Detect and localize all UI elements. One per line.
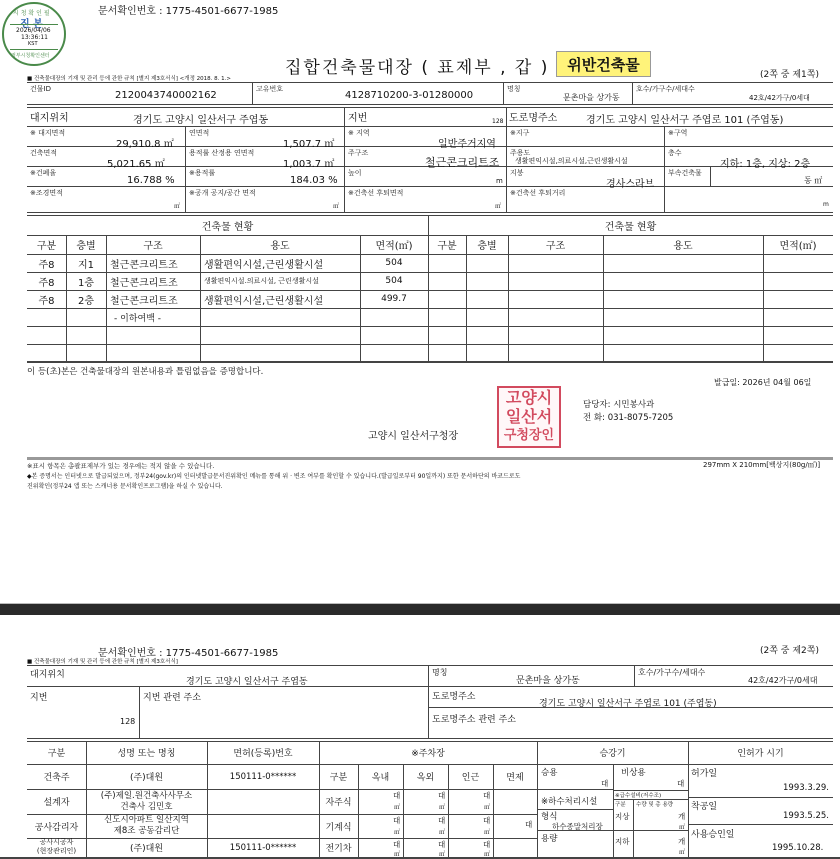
roof: 경사스라브: [606, 179, 655, 190]
rule: [688, 797, 833, 798]
contact-person: 담당자: 시민봉사과: [583, 400, 655, 410]
rule: [688, 824, 833, 825]
people-license: 150111-0******: [229, 771, 297, 782]
permit-label: 허가일: [691, 769, 718, 779]
row-floor: 지1: [77, 259, 95, 271]
doc-number: 문서확인번호 : 1775-4501-6677-1985: [98, 6, 279, 17]
row-floor: 2층: [77, 295, 95, 307]
people-name: (주)대원: [129, 773, 164, 783]
rule: [27, 361, 833, 363]
emergency-label: 비상용: [621, 768, 646, 778]
page-title: 집합건축물대장 ( 표제부 , 갑 ): [285, 58, 550, 78]
parking-count: 대: [483, 840, 491, 849]
setback-area-label: ※건축선 후퇴면적: [348, 189, 404, 197]
people-role: 건축주: [43, 773, 70, 783]
total-area: 1,507.7 ㎡: [283, 139, 335, 150]
stamp-main: 진 본: [20, 19, 43, 30]
row-structure: 철근콘크리트조: [110, 277, 178, 289]
parking-row-type: 자주식: [325, 798, 352, 808]
rule: [613, 764, 614, 857]
row-floor: 1층: [77, 277, 95, 289]
people-role: 설계자: [43, 798, 70, 808]
roof-label: 지붕: [510, 169, 524, 177]
rule: [27, 104, 833, 108]
rule: [537, 789, 613, 790]
issue-date: 발급일: 2026년 04월 06일: [714, 378, 812, 387]
emergency-count: 대: [677, 779, 685, 788]
far-label: ※용적률: [189, 169, 216, 177]
rule: [503, 82, 504, 104]
district-label: ※지구: [510, 129, 530, 137]
parking-area: ㎡: [484, 851, 491, 858]
building-area-label: 건축면적: [30, 149, 58, 157]
row-use: 생활편익시설,근린생활시설: [204, 259, 324, 271]
issuer: 고양시 일산서구청장: [368, 431, 459, 442]
status-left-header: 층별: [76, 241, 96, 252]
floors: 지하: 1층, 지상: 2층: [720, 159, 811, 170]
lot: 128: [492, 118, 504, 125]
structure: 철근콘크리트조: [425, 156, 500, 169]
rule: [139, 686, 140, 738]
use: 생활편익시설,의료시설,근린생활시설: [515, 157, 628, 165]
zone-label: ※ 지역: [348, 129, 370, 137]
start-label: 착공일: [691, 802, 718, 812]
annex: 동 ㎡: [804, 176, 823, 185]
landscape: ㎡: [174, 203, 181, 210]
status-left-header: 구조: [143, 241, 163, 252]
lot-related-label: 지번 관련 주소: [143, 693, 201, 703]
row-use: 생활편익시설,근린생활시설: [204, 295, 324, 307]
name: 문촌마을 상가동: [563, 93, 620, 102]
water-tank-label: ※급수설비(저수조): [615, 793, 662, 799]
road: 경기도 고양시 일산서구 주엽로 101 (주엽동): [586, 115, 784, 126]
parking-exempt: 대: [525, 820, 533, 829]
rule: [27, 344, 833, 345]
footnote-2: ◆본 증명서는 인터넷으로 발급되었으며, 정부24(gov.kr)의 인터넷발급문서진위확인 메뉴를 통해 위 · 변조 여부를 확인할 수 있습니다.(발급일로부터 90일까지) 또한 문서하단의 바코드로도: [27, 473, 521, 480]
status-left-title: 건축물 현황: [201, 221, 254, 233]
use-label: 주용도: [510, 149, 531, 157]
rule: [27, 126, 833, 127]
setback-distance: m: [823, 201, 829, 208]
parking-count: 대: [483, 816, 491, 825]
units-label: 호수/가구수/세대수: [636, 85, 695, 93]
parking-area: ㎡: [394, 829, 401, 836]
stamp-date: 2026/04/06: [16, 27, 51, 34]
row-area: 504: [385, 276, 403, 286]
row-area: 504: [385, 258, 403, 268]
rule: [27, 82, 833, 83]
status-right-title: 건축물 현황: [604, 221, 657, 233]
approval-label: 사용승인일: [691, 830, 735, 840]
rule: [27, 326, 833, 327]
status-right-header: 구조: [545, 241, 566, 252]
rule: [664, 126, 665, 212]
people-name: (주)대원: [129, 844, 164, 854]
seal-line: 일산서: [505, 407, 553, 426]
parking-count: 대: [438, 791, 446, 800]
height: m: [496, 177, 503, 185]
status-left-header: 면적(㎡): [375, 241, 413, 252]
stamp-bottom-text: 정부시청확인센터: [11, 53, 50, 59]
verification-stamp: [2, 2, 66, 66]
sewage-type-label: 형식: [541, 812, 558, 822]
site-2: 경기도 고양시 일산서구 주엽동: [186, 677, 308, 687]
zone: 일반주거지역: [438, 139, 496, 150]
rule: [506, 107, 507, 126]
name-label: 명칭: [507, 85, 521, 93]
parking-area: ㎡: [484, 804, 491, 811]
page-separator: [0, 604, 840, 615]
site: 경기도 고양시 일산서구 주엽동: [133, 115, 269, 126]
status-right-header: 층별: [477, 241, 497, 252]
landscape-label: ※조경면적: [30, 189, 63, 197]
far-area: 1,003.7 ㎡: [283, 159, 335, 170]
road-2: 경기도 고양시 일산서구 주엽로 101 (주엽동): [539, 699, 717, 709]
status-right-header: 구분: [437, 241, 457, 252]
site-label-2: 대지위치: [30, 670, 65, 680]
parking-area: ㎡: [484, 829, 491, 836]
height-label: 높이: [348, 169, 362, 177]
parking-count: 대: [393, 816, 401, 825]
footnote-3: 진위확인(정부24 앱 또는 스캐너용 문서확인프로그램)을 하실 수 있습니다.: [27, 483, 223, 490]
people-header: 면허(등록)번호: [233, 749, 293, 759]
status-left-header: 용도: [270, 241, 290, 252]
stamp-time: 13:36:11: [21, 34, 48, 41]
official-seal: [497, 386, 561, 448]
sector-label: ※구역: [668, 129, 688, 137]
certification-text: 이 등(초)본은 건축물대장의 원본내용과 틀림없음을 증명합니다.: [27, 367, 264, 377]
regulation-note: ■ 건축물대장의 기재 및 관리 등에 관한 규칙 [별지 제3호서식] <개정 2018. 8. 1.>: [27, 76, 231, 82]
rule: [185, 126, 186, 212]
passenger-label: 승용: [541, 768, 558, 778]
row-use: 생활편익시설.의료시설, 근린생활시설: [204, 277, 319, 285]
sewage-type: 하수종말처리장: [552, 822, 603, 831]
row-blank-marker: - 이하여백 -: [114, 313, 161, 324]
parking-area: ㎡: [439, 829, 446, 836]
passenger-count: 대: [601, 779, 609, 788]
site-label: 대지위치: [30, 113, 69, 124]
road-label-2: 도로명주소: [432, 692, 476, 702]
parking-header: 옥내: [371, 773, 390, 783]
row-category: 주8: [38, 277, 55, 289]
people-header: 구분: [47, 749, 66, 759]
permit-date: 1993.3.29.: [783, 783, 829, 793]
page-indicator-2: (2쪽 중 제2쪽): [760, 646, 819, 656]
stamp-top-text: 시 청 확 인 필: [13, 10, 50, 17]
tank-volume: ㎡: [679, 824, 686, 831]
status-right-header: 면적(㎡): [779, 241, 817, 252]
bcr: 16.788 %: [127, 175, 175, 186]
rule: [27, 686, 833, 687]
public-space-label: ※공개 공지/공간 면적: [189, 189, 256, 197]
parking-area: ㎡: [439, 851, 446, 858]
name-2: 문촌마을 상가동: [516, 676, 580, 686]
violation-badge: 위반건축물: [556, 51, 651, 77]
site-area-label: ※ 대지면적: [30, 129, 66, 137]
parking-header: 면제: [506, 773, 524, 783]
elevator-title: 승강기: [599, 749, 626, 759]
building-area: 5,021.65 ㎡: [107, 159, 165, 170]
tank-volume: ㎡: [679, 849, 686, 856]
stamp-tz: KST: [28, 41, 38, 47]
footnote-1: ※표시 항목은 총괄표제부가 있는 경우에는 적지 않을 수 있습니다.: [27, 462, 215, 470]
structure-label: 주구조: [348, 149, 369, 157]
tank-row-label: 지하: [615, 837, 630, 846]
parking-area: ㎡: [439, 804, 446, 811]
parking-count: 대: [438, 840, 446, 849]
regulation-note-2: ■ 건축물대장의 기재 및 관리 등에 관한 규칙 [별지 제3호서식]: [27, 659, 178, 665]
setback-area: ㎡: [495, 203, 502, 210]
people-header: 성명 또는 명칭: [117, 749, 176, 759]
contact-phone: 전 화: 031-8075-7205: [583, 413, 674, 423]
rule: [428, 665, 429, 738]
row-structure: 철근콘크리트조: [110, 259, 178, 271]
tank-count: 개: [678, 812, 686, 821]
parking-count: 대: [438, 816, 446, 825]
lot-label: 지번: [348, 113, 368, 124]
rule: [632, 82, 633, 104]
parking-row-type: 기계식: [325, 822, 352, 833]
parking-header: 인근: [461, 773, 480, 783]
parking-area: ㎡: [394, 804, 401, 811]
name-label-2: 명칭: [432, 668, 448, 677]
unique-no-label: 고유번호: [256, 85, 284, 93]
rule: [27, 665, 833, 666]
units: 42호/42가구/0세대: [749, 94, 810, 102]
row-structure: 철근콘크리트조: [110, 295, 178, 307]
rule: [344, 126, 345, 212]
permit-title: 인허가 시기: [737, 749, 784, 759]
rule: [634, 665, 635, 686]
tank-count: 개: [678, 837, 686, 846]
people-role: 공사시공자 (현장관리인): [36, 838, 77, 855]
doc-number-2: 문서확인번호 : 1775-4501-6677-1985: [98, 648, 279, 659]
row-area: 499.7: [381, 294, 407, 304]
parking-title: ※주차장: [411, 749, 445, 759]
row-category: 주8: [38, 295, 55, 307]
building-id-label: 건물ID: [30, 85, 51, 93]
road-label: 도로명주소: [509, 113, 558, 124]
parking-row-type: 전기차: [325, 844, 352, 854]
people-role: 공사감리자: [34, 822, 79, 833]
tank-row-label: 지상: [615, 812, 630, 821]
parking-count: 대: [393, 840, 401, 849]
sewage-label: ※하수처리시설: [541, 797, 598, 807]
rule: [27, 186, 833, 187]
bcr-label: ※건폐율: [30, 169, 57, 177]
road-related-label: 도로명주소 관련 주소: [432, 715, 516, 725]
rule: [633, 799, 634, 857]
seal-line: 구청장인: [503, 428, 555, 443]
unique-no: 4128710200-3-01280000: [345, 90, 474, 101]
lot-label-2: 지번: [30, 693, 48, 703]
start-date: 1993.5.25.: [783, 811, 829, 821]
total-area-label: 연면적: [189, 129, 210, 137]
parking-header: 구분: [329, 773, 348, 783]
units-label-2: 호수/가구수/세대수: [638, 668, 706, 677]
people-license: 150111-0******: [229, 842, 297, 853]
far: 184.03 %: [290, 175, 338, 186]
status-right-header: 용도: [673, 241, 693, 252]
units-2: 42호/42가구/0세대: [748, 676, 818, 685]
lot-2: 128: [120, 717, 136, 726]
building-id: 2120043740002162: [115, 90, 217, 101]
seal-line: 고양시: [505, 388, 553, 407]
paper-size: 297mm X 210mm[백상지(80g/㎡)]: [703, 461, 821, 469]
rule: [506, 126, 507, 212]
far-area-label: 용적률 산정용 연면적: [189, 149, 255, 157]
row-category: 주8: [38, 259, 55, 271]
parking-count: 대: [393, 791, 401, 800]
sewage-capacity-label: 용량: [541, 834, 558, 844]
page-indicator: (2쪽 중 제1쪽): [760, 70, 819, 80]
tank-header: 구분: [615, 802, 626, 808]
people-name: 신도시아파트 일산지역 제8조 공동감리단: [104, 815, 189, 836]
people-name: (주)제일.원건축사사무소 건축사 김민호: [100, 790, 193, 812]
status-left-header: 구분: [36, 241, 57, 252]
parking-header: 옥외: [416, 773, 435, 783]
parking-area: ㎡: [394, 851, 401, 858]
setback-distance-label: ※건축선 후퇴거리: [510, 189, 566, 197]
tank-header: 수량 및 총 용량: [636, 802, 674, 808]
rule: [252, 82, 253, 104]
public-space: ㎡: [333, 203, 340, 210]
site-area: 29,910.8 ㎡: [116, 139, 174, 150]
rule: [344, 107, 345, 126]
annex-label: 부속건축물: [668, 169, 702, 177]
approval-date: 1995.10.28.: [772, 843, 824, 853]
floors-label: 층수: [668, 149, 682, 157]
parking-count: 대: [483, 791, 491, 800]
rule: [710, 166, 711, 186]
